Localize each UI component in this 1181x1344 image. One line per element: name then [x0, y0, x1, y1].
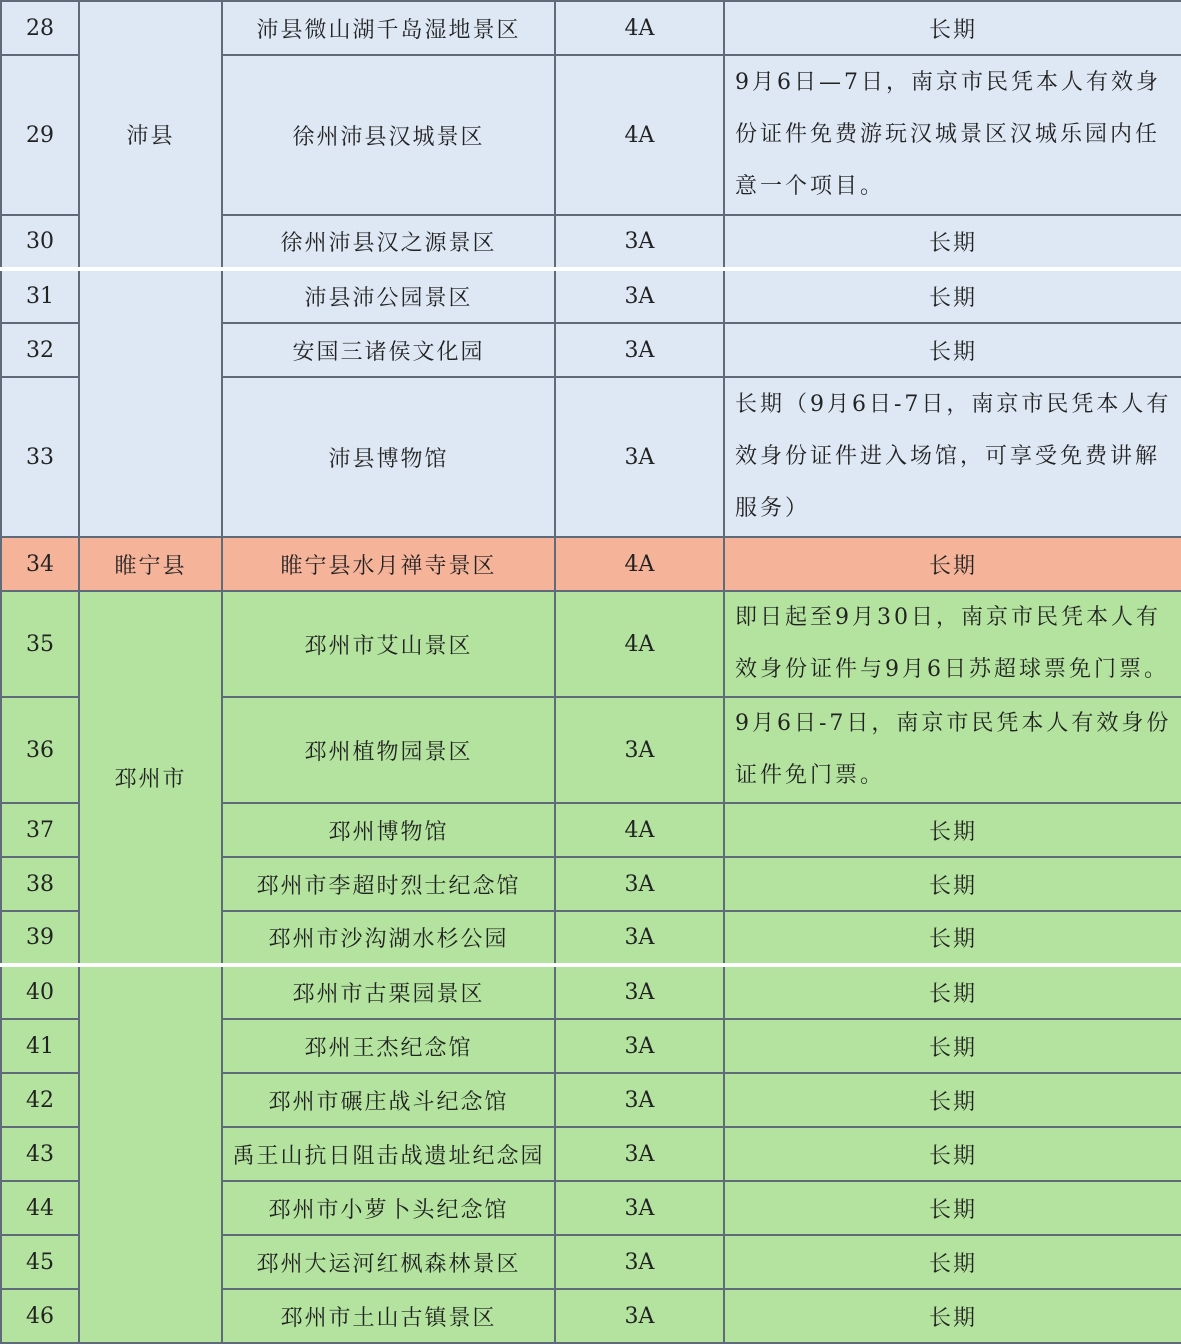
- policy-note: 长期: [724, 965, 1181, 1019]
- row-number: 30: [1, 215, 79, 269]
- scenic-name: 邳州市小萝卜头纪念馆: [222, 1181, 555, 1235]
- grade-cell: 3A: [555, 1289, 724, 1343]
- row-number: 33: [1, 377, 79, 537]
- table-row: [1, 537, 1181, 591]
- grade-cell: 3A: [555, 269, 724, 323]
- grade-cell: 4A: [555, 591, 724, 697]
- county-cell-empty: [79, 965, 222, 1343]
- policy-note: 长期: [724, 269, 1181, 323]
- row-number: 46: [1, 1289, 79, 1343]
- grade-cell: 3A: [555, 911, 724, 965]
- row-number: 35: [1, 591, 79, 697]
- scenic-name: 邳州市李超时烈士纪念馆: [222, 857, 555, 911]
- row-number: 31: [1, 269, 79, 323]
- county-cell-empty: [79, 269, 222, 537]
- scenic-name: 徐州沛县汉之源景区: [222, 215, 555, 269]
- county-cell: 沛县: [79, 1, 222, 269]
- policy-note: 长期（9月6日-7日，南京市民凭本人有效身份证件进入场馆，可享受免费讲解服务）: [724, 377, 1181, 537]
- policy-note: 长期: [724, 1181, 1181, 1235]
- row-number: 34: [1, 537, 79, 591]
- grade-cell: 3A: [555, 1019, 724, 1073]
- policy-note: 长期: [724, 1289, 1181, 1343]
- grade-cell: 3A: [555, 377, 724, 537]
- table-row: [1, 1, 1181, 55]
- grade-cell: 3A: [555, 1073, 724, 1127]
- scenic-name: 安国三诸侯文化园: [222, 323, 555, 377]
- row-number: 41: [1, 1019, 79, 1073]
- policy-note: 长期: [724, 215, 1181, 269]
- policy-note: 长期: [724, 857, 1181, 911]
- row-number: 37: [1, 803, 79, 857]
- policy-note: 9月6日—7日，南京市民凭本人有效身份证件免费游玩汉城景区汉城乐园内任意一个项目。: [724, 55, 1181, 215]
- county-cell: 邳州市: [79, 591, 222, 965]
- scenic-name: 邳州市土山古镇景区: [222, 1289, 555, 1343]
- grade-cell: 4A: [555, 55, 724, 215]
- scenic-name: 邳州博物馆: [222, 803, 555, 857]
- table-row: [1, 965, 1181, 1019]
- grade-cell: 4A: [555, 1, 724, 55]
- grade-cell: 3A: [555, 1127, 724, 1181]
- scenic-name: 沛县微山湖千岛湿地景区: [222, 1, 555, 55]
- policy-note: 即日起至9月30日，南京市民凭本人有效身份证件与9月6日苏超球票免门票。: [724, 591, 1181, 697]
- row-number: 44: [1, 1181, 79, 1235]
- county-cell: 睢宁县: [79, 537, 222, 591]
- grade-cell: 3A: [555, 857, 724, 911]
- grade-cell: 3A: [555, 697, 724, 803]
- row-number: 32: [1, 323, 79, 377]
- table-row: [1, 269, 1181, 323]
- scenic-name: 邳州植物园景区: [222, 697, 555, 803]
- scenic-name: 邳州大运河红枫森林景区: [222, 1235, 555, 1289]
- scenic-name: 徐州沛县汉城景区: [222, 55, 555, 215]
- row-number: 36: [1, 697, 79, 803]
- policy-note: 长期: [724, 803, 1181, 857]
- grade-cell: 3A: [555, 1235, 724, 1289]
- grade-cell: 3A: [555, 965, 724, 1019]
- policy-note: 长期: [724, 1073, 1181, 1127]
- grade-cell: 4A: [555, 803, 724, 857]
- scenic-name: 禹王山抗日阻击战遗址纪念园: [222, 1127, 555, 1181]
- row-number: 38: [1, 857, 79, 911]
- scenic-name: 睢宁县水月禅寺景区: [222, 537, 555, 591]
- policy-note: 长期: [724, 911, 1181, 965]
- policy-note: 长期: [724, 1235, 1181, 1289]
- row-number: 40: [1, 965, 79, 1019]
- grade-cell: 4A: [555, 537, 724, 591]
- grade-cell: 3A: [555, 323, 724, 377]
- scenic-name: 邳州市古栗园景区: [222, 965, 555, 1019]
- row-number: 28: [1, 1, 79, 55]
- scenic-name: 邳州市沙沟湖水杉公园: [222, 911, 555, 965]
- scenic-name: 沛县沛公园景区: [222, 269, 555, 323]
- row-number: 45: [1, 1235, 79, 1289]
- policy-note: 长期: [724, 1127, 1181, 1181]
- policy-note: 9月6日-7日，南京市民凭本人有效身份证件免门票。: [724, 697, 1181, 803]
- grade-cell: 3A: [555, 215, 724, 269]
- scenic-name: 沛县博物馆: [222, 377, 555, 537]
- scenic-name: 邳州王杰纪念馆: [222, 1019, 555, 1073]
- scenic-name: 邳州市碾庄战斗纪念馆: [222, 1073, 555, 1127]
- grade-cell: 3A: [555, 1181, 724, 1235]
- row-number: 29: [1, 55, 79, 215]
- table-row: [1, 591, 1181, 697]
- row-number: 39: [1, 911, 79, 965]
- row-number: 42: [1, 1073, 79, 1127]
- policy-note: 长期: [724, 537, 1181, 591]
- policy-note: 长期: [724, 1019, 1181, 1073]
- row-number: 43: [1, 1127, 79, 1181]
- policy-note: 长期: [724, 323, 1181, 377]
- policy-note: 长期: [724, 1, 1181, 55]
- scenic-name: 邳州市艾山景区: [222, 591, 555, 697]
